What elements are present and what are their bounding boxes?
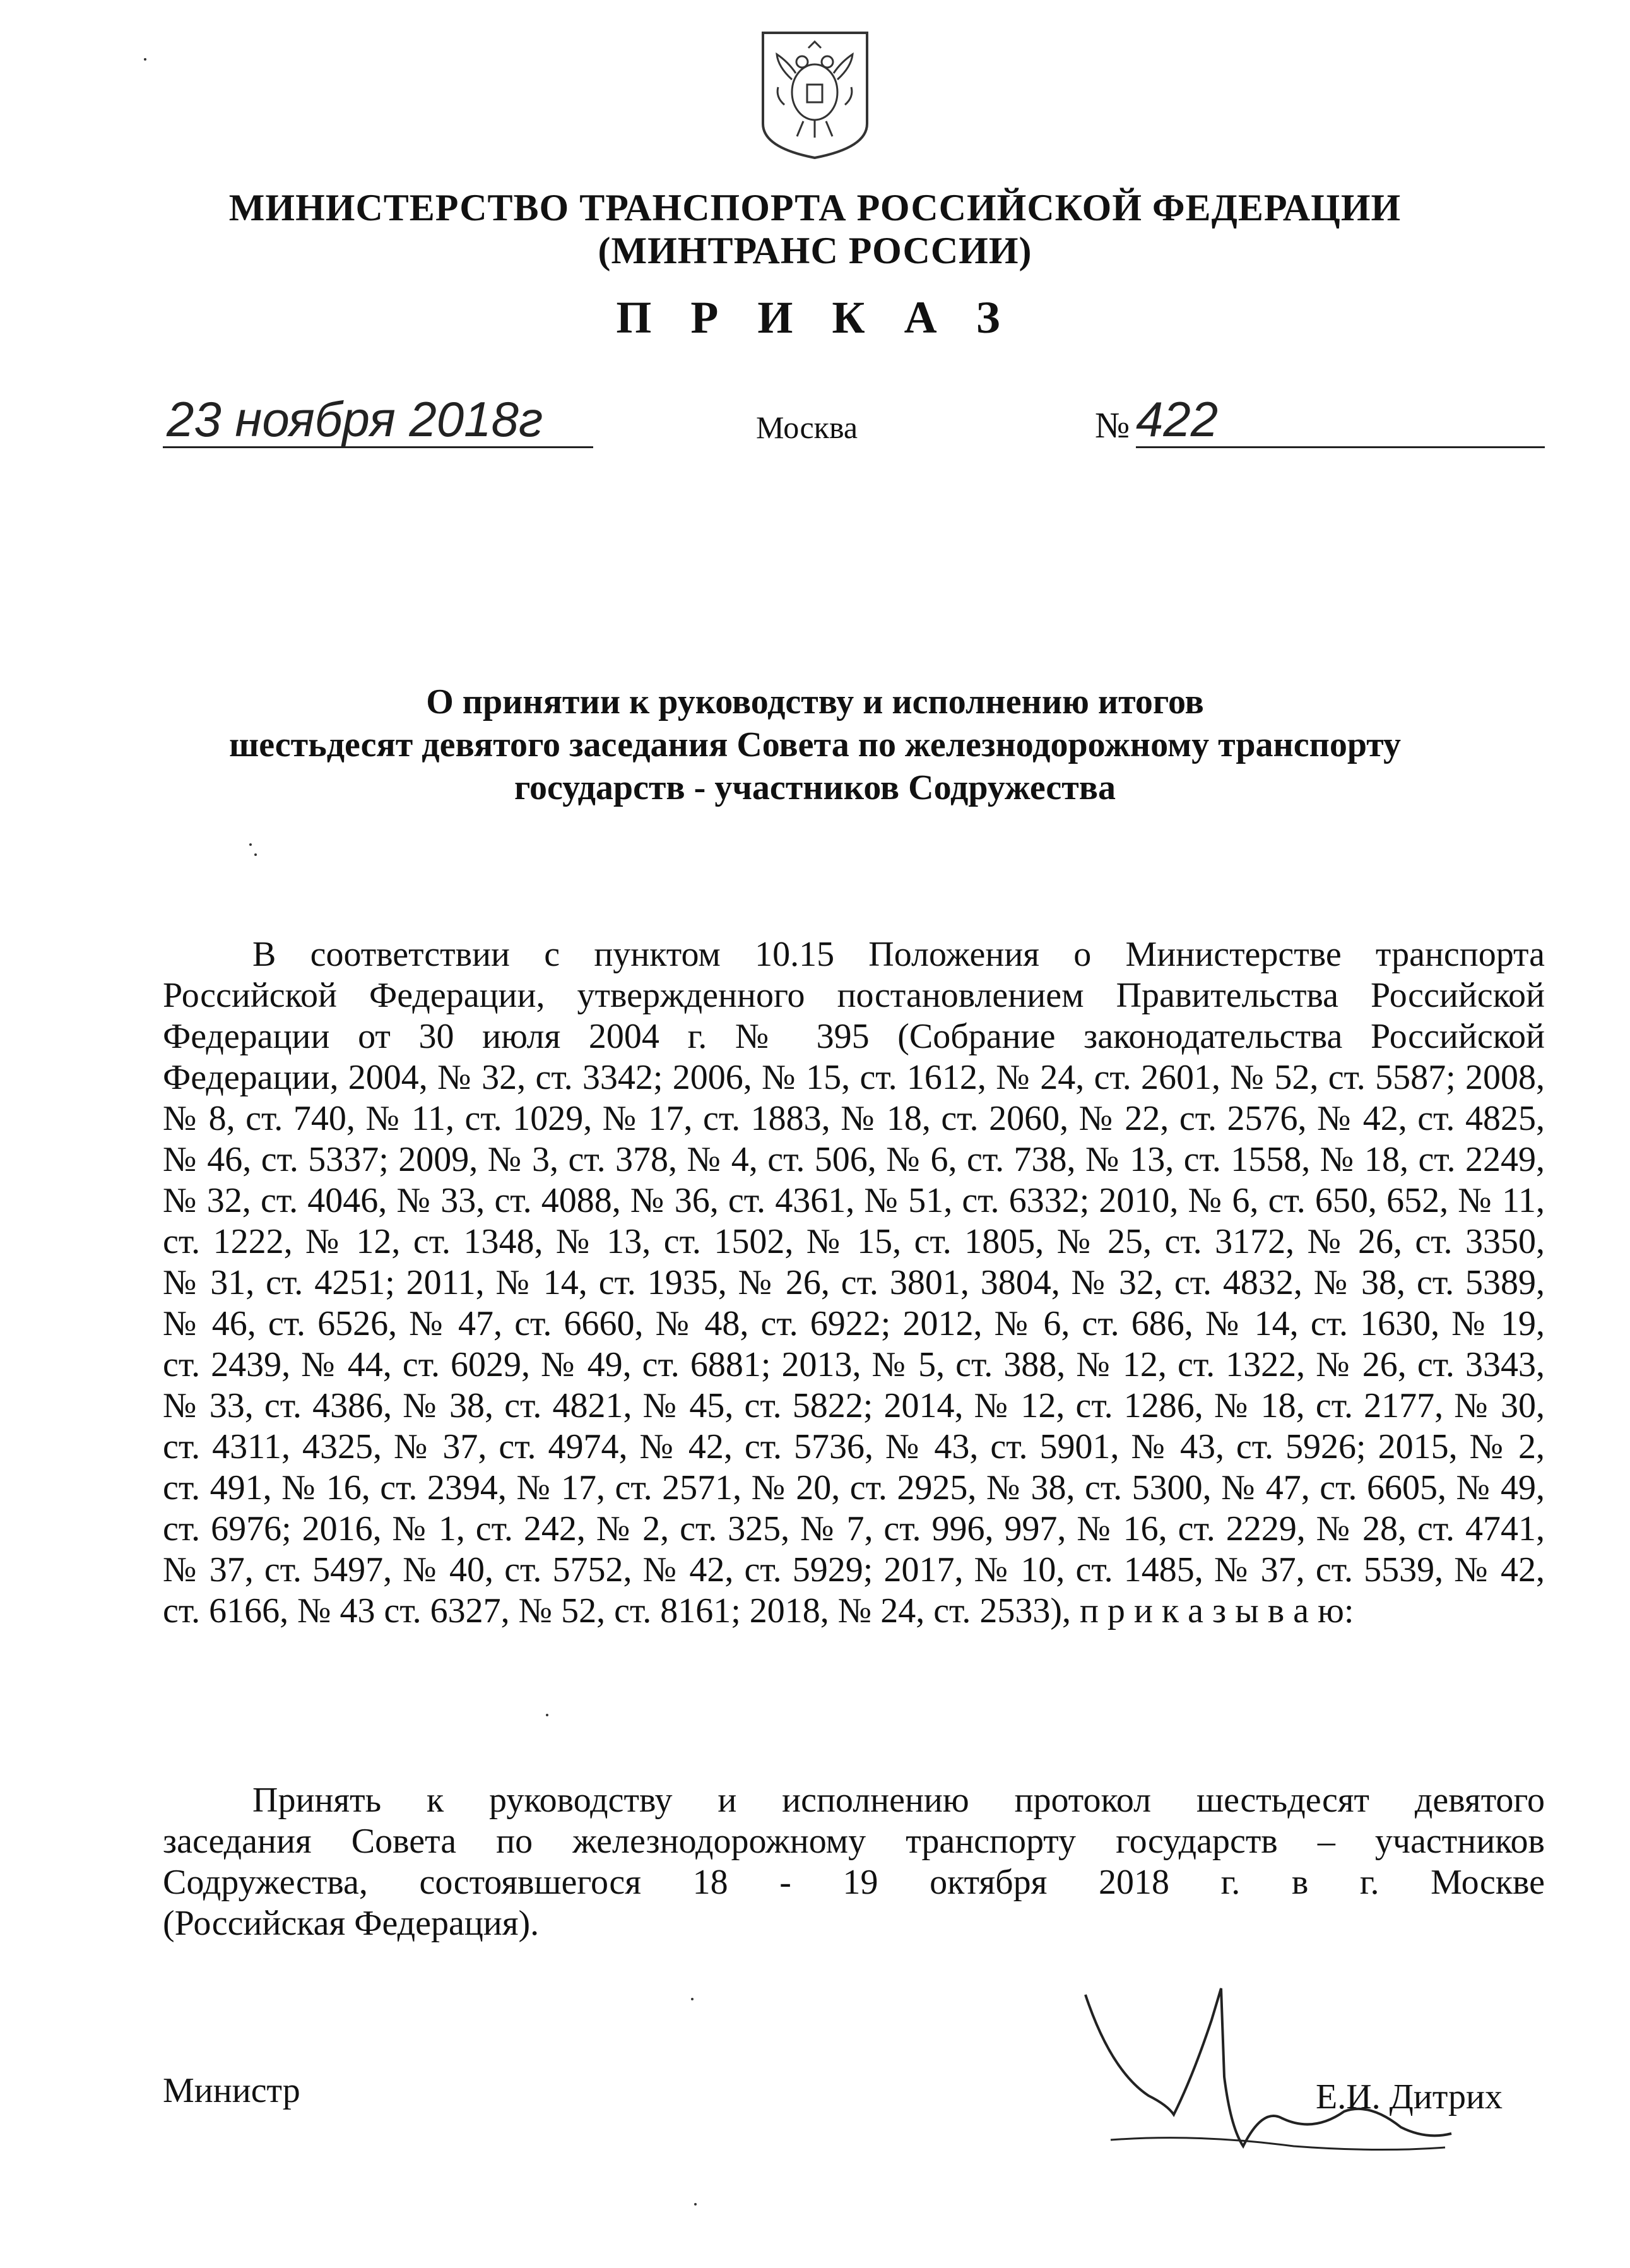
document-type: П Р И К А З xyxy=(616,292,1014,343)
paragraph-line: № 37, ст. 5497, № 40, ст. 5752, № 42, ст. 5929; 2017, № 10, ст. 1485, № 37, ст. 5539, № 42, xyxy=(163,1550,1545,1589)
state-emblem xyxy=(759,29,871,162)
paragraph-line: заседания Совета по железнодорожному транспорту государств – участников xyxy=(163,1822,1545,1861)
title-line: шестьдесят девятого заседания Совета по железнодорожному транспорту xyxy=(228,725,1402,764)
paragraph-line: № 32, ст. 4046, № 33, ст. 4088, № 36, ст. 4361, № 51, ст. 6332; 2010, № 6, ст. 650, 652, № 11, xyxy=(163,1181,1545,1220)
ministry-short-name: (МИНТРАНС РОССИИ) xyxy=(598,230,1032,271)
scan-speck xyxy=(144,58,146,61)
signatory-name: Е.И. Дитрих xyxy=(1316,2077,1503,2117)
paragraph-line: Содружества, состоявшегося 18 - 19 октября 2018 г. в г. Москве xyxy=(163,1863,1545,1902)
ministry-name: МИНИСТЕРСТВО ТРАНСПОРТА РОССИЙСКОЙ ФЕДЕРАЦИИ xyxy=(228,187,1402,229)
scan-speck xyxy=(694,2203,697,2206)
paragraph-line: № 8, ст. 740, № 11, ст. 1029, № 17, ст. 1883, № 18, ст. 2060, № 22, ст. 2576, № 42, ст. 4825, xyxy=(163,1099,1545,1138)
paragraph-line: № 33, ст. 4386, № 38, ст. 4821, № 45, ст. 5822; 2014, № 12, ст. 1286, № 18, ст. 2177, № 30, xyxy=(163,1386,1545,1425)
title-line: О принятии к руководству и исполнению итогов xyxy=(426,682,1204,721)
scan-speck xyxy=(546,1714,548,1716)
paragraph-line: Федерации, 2004, № 32, ст. 3342; 2006, № 15, ст. 1612, № 24, ст. 2601, № 52, ст. 5587; 2008, xyxy=(163,1058,1545,1097)
document-title xyxy=(0,680,1630,809)
scan-speck xyxy=(249,843,252,846)
number-handwritten: 422 xyxy=(1136,391,1219,447)
paragraph-line: ст. 6976; 2016, № 1, ст. 242, № 2, ст. 325, № 7, ст. 996, 997, № 16, ст. 2229, № 28, ст. 4741, xyxy=(163,1509,1545,1548)
paragraph-line: Российской Федерации, утвержденного постановлением Правительства Российской xyxy=(163,976,1545,1015)
paragraph-line: В соответствии с пунктом 10.15 Положения о Министерстве транспорта xyxy=(252,935,1545,974)
paragraph-line: № 46, ст. 6526, № 47, ст. 6660, № 48, ст. 6922; 2012, № 6, ст. 686, № 14, ст. 1630, № 19, xyxy=(163,1304,1545,1343)
paragraph-line: ст. 6166, № 43 ст. 6327, № 52, ст. 8161; 2018, № 24, ст. 2533), п р и к а з ы в а ю: xyxy=(163,1591,1354,1630)
paragraph-line: ст. 491, № 16, ст. 2394, № 17, ст. 2571, № 20, ст. 2925, № 38, ст. 5300, № 47, ст. 6605, № 49, xyxy=(163,1468,1545,1507)
date-handwritten: 23 ноября 2018г xyxy=(167,391,543,447)
scan-speck xyxy=(691,1998,694,2000)
paragraph-line: № 31, ст. 4251; 2011, № 14, ст. 1935, № 26, ст. 3801, 3804, № 32, ст. 4832, № 38, ст. 5389, xyxy=(163,1263,1545,1302)
paragraph-line: Принять к руководству и исполнению протокол шестьдесят девятого xyxy=(252,1781,1545,1820)
paragraph-line: № 46, ст. 5337; 2009, № 3, ст. 378, № 4, ст. 506, № 6, ст. 738, № 13, ст. 1558, № 18, ст. 2249, xyxy=(163,1140,1545,1179)
paragraph-line: ст. 4311, 4325, № 37, ст. 4974, № 42, ст. 5736, № 43, ст. 5901, № 43, ст. 5926; 2015, № 2, xyxy=(163,1427,1545,1466)
paragraph-line: ст. 2439, № 44, ст. 6029, № 49, ст. 6881; 2013, № 5, ст. 388, № 12, ст. 1322, № 26, ст. 3343, xyxy=(163,1345,1545,1384)
paragraph-line: (Российская Федерация). xyxy=(163,1904,540,1943)
paragraph-line: Федерации от 30 июля 2004 г. № 395 (Собрание законодательства Российской xyxy=(163,1017,1545,1056)
number-label: № xyxy=(1095,405,1130,446)
title-line: государств - участников Содружества xyxy=(514,768,1116,807)
date-field xyxy=(163,391,593,448)
number-field xyxy=(1136,391,1545,448)
signatory-position: Министр xyxy=(163,2071,300,2110)
paragraph-line: ст. 1222, № 12, ст. 1348, № 13, ст. 1502, № 15, ст. 1805, № 25, ст. 3172, № 26, ст. 3350, xyxy=(163,1222,1545,1261)
city: Москва xyxy=(756,410,858,445)
scan-speck xyxy=(254,853,257,856)
